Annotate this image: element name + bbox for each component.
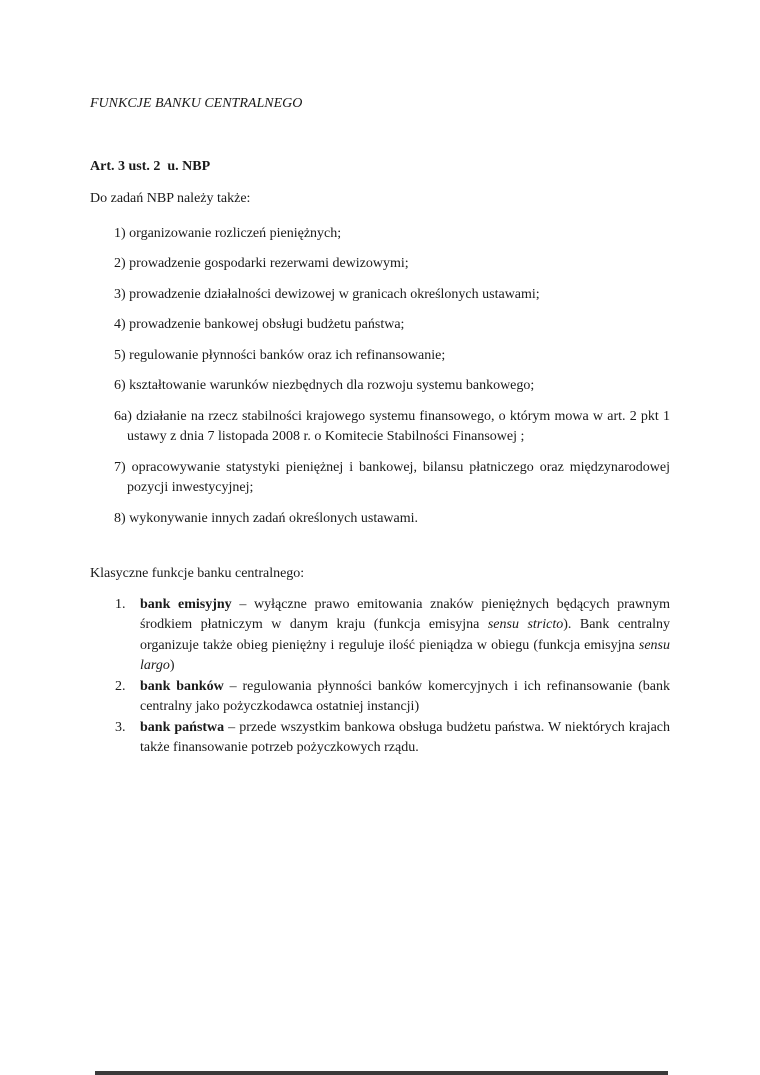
classic-item-1 xyxy=(115,595,670,677)
legal-items-list xyxy=(90,224,670,530)
item-number: 2) xyxy=(114,256,126,271)
item-text: – przede wszystkim bankowa obsługa budżetu państwa. W niektórych krajach także finansowanie potrzeb pożyczkowych rządu. xyxy=(140,719,671,755)
item-text: prowadzenie bankowej obsługi budżetu państwa; xyxy=(129,317,405,332)
classic-item-2 xyxy=(115,677,670,718)
document-title: FUNKCJE BANKU CENTRALNEGO xyxy=(90,96,303,111)
item-text: ). Bank centralny organizuje także obieg pieniężny i reguluje ilość pieniądza w obiegu (funkcja emisyjna xyxy=(140,617,670,653)
item-number: 1) xyxy=(114,225,126,241)
item-number: 5) xyxy=(114,347,126,363)
item-number: 1. xyxy=(115,596,126,612)
legal-item-3 xyxy=(114,285,670,306)
item-body xyxy=(140,720,670,756)
item-text: opracowywanie statystyki pieniężnej i bankowej, bilansu płatniczego oraz międzynarodowej pozycji inwestycyjnej; xyxy=(127,459,671,495)
legal-item-2 xyxy=(114,254,670,275)
item-body xyxy=(140,597,670,674)
item-text: regulowanie płynności banków oraz ich refinansowanie; xyxy=(129,347,446,363)
legal-item-6 xyxy=(114,376,670,397)
item-number: 3. xyxy=(115,719,126,735)
article-heading: Art. 3 ust. 2 u. NBP xyxy=(90,158,211,174)
legal-item-4 xyxy=(114,315,670,336)
item-text: prowadzenie gospodarki rezerwami dewizowymi; xyxy=(129,256,409,271)
item-text: – wyłączne prawo emitowania znaków pieniężnych będących prawnym środkiem płatniczym w danym kraju (funkcja emisyjna xyxy=(140,596,670,632)
legal-item-7 xyxy=(114,458,671,499)
legal-item-6a xyxy=(114,407,671,448)
item-text-italic: sensu stricto xyxy=(487,617,564,632)
item-text: organizowanie rozliczeń pieniężnych; xyxy=(129,225,342,241)
legal-item-8 xyxy=(114,509,670,530)
item-term: bank banków xyxy=(140,678,224,694)
item-body xyxy=(140,679,670,715)
item-text: kształtowanie warunków niezbędnych dla rozwoju systemu bankowego; xyxy=(129,378,535,393)
item-text: działanie na rzecz stabilności krajowego systemu finansowego, o którym mowa w art. 2 pkt 1 ustawy z dnia 7 listopada 2008 r. o Komitecie Stabilności Finansowej ; xyxy=(127,408,671,444)
legal-item-5 xyxy=(114,346,670,367)
legal-list-intro: Do zadań NBP należy także: xyxy=(90,191,251,206)
classic-functions-heading: Klasyczne funkcje banku centralnego: xyxy=(90,566,305,581)
classic-functions-list xyxy=(90,595,670,759)
item-number: 2. xyxy=(115,678,126,694)
item-number: 3) xyxy=(114,286,126,302)
item-text: prowadzenie działalności dewizowej w granicach określonych ustawami; xyxy=(129,286,540,302)
next-page-edge xyxy=(95,1071,668,1075)
item-text-italic: sensu largo xyxy=(140,637,670,673)
item-number: 6a) xyxy=(114,408,132,424)
item-text: – regulowania płynności banków komercyjnych i ich refinansowanie (bank centralny jako pożyczkodawca ostatniej instancji) xyxy=(140,678,670,714)
item-number: 6) xyxy=(114,378,126,393)
item-number: 8) xyxy=(114,510,126,526)
item-term: bank emisyjny xyxy=(140,596,232,612)
legal-item-1 xyxy=(114,224,670,245)
item-text: wykonywanie innych zadań określonych ustawami. xyxy=(129,510,419,526)
classic-item-3 xyxy=(115,718,671,759)
item-number: 7) xyxy=(114,459,126,475)
item-text: ) xyxy=(169,658,175,673)
item-term: bank państwa xyxy=(140,719,225,735)
item-number: 4) xyxy=(114,317,126,332)
